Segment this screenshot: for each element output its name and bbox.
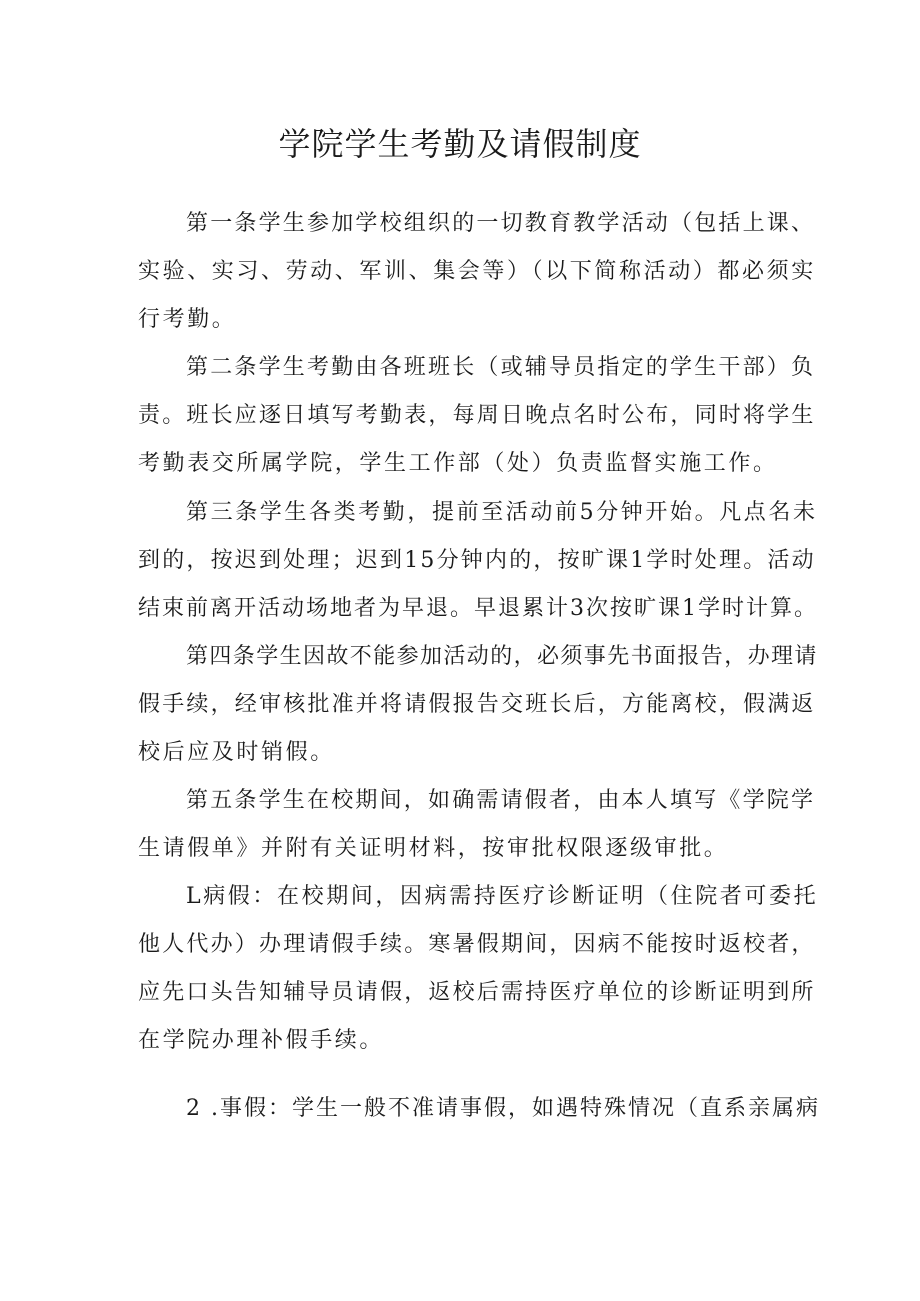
personal-leave-line-1: 2 .事假：学生一般不准请事假，如遇特殊情况（直系亲属病 xyxy=(186,1096,820,1121)
sick-leave-line-1: L病假：在校期间，因病需持医疗诊断证明（住院者可委托 xyxy=(186,884,819,909)
article-1-line-2: 实验、实习、劳动、军训、集会等）（以下简称活动）都必须实 xyxy=(138,259,816,284)
document-title: 学院学生考勤及请假制度 xyxy=(278,125,642,163)
article-3-line-2: 到的，按迟到处理；迟到15分钟内的，按旷课1学时处理。活动 xyxy=(138,548,816,573)
article-3-line-1: 第三条学生各类考勤，提前至活动前5分钟开始。凡点名未 xyxy=(186,500,818,525)
article-4-line-3: 校后应及时销假。 xyxy=(138,740,335,765)
article-3-line-3: 结束前离开活动场地者为早退。早退累计3次按旷课1学时计算。 xyxy=(138,596,818,621)
article-4-line-1: 第四条学生因故不能参加活动的，必须事先书面报告，办理请 xyxy=(186,644,818,669)
article-4-line-2: 假手续，经审核批准并将请假报告交班长后，方能离校，假满返 xyxy=(138,692,816,717)
article-2-line-3: 考勤表交所属学院，学生工作部（处）负责监督实施工作。 xyxy=(138,451,778,476)
article-1-line-1: 第一条学生参加学校组织的一切教育教学活动（包括上课、 xyxy=(186,211,816,236)
article-5-line-2: 生请假单》并附有关证明材料，按审批权限逐级审批。 xyxy=(138,836,729,861)
article-1-line-3: 行考勤。 xyxy=(138,307,237,332)
article-5-line-1: 第五条学生在校期间，如确需请假者，由本人填写《学院学 xyxy=(186,788,816,813)
sick-leave-line-2: 他人代办）办理请假手续。寒暑假期间，因病不能按时返校者， xyxy=(138,932,816,957)
article-2-line-2: 责。班长应逐日填写考勤表，每周日晚点名时公布，同时将学生 xyxy=(138,403,816,428)
sick-leave-line-4: 在学院办理补假手续。 xyxy=(138,1028,385,1053)
article-2-line-1: 第二条学生考勤由各班班长（或辅导员指定的学生干部）负 xyxy=(186,355,816,380)
sick-leave-line-3: 应先口头告知辅导员请假，返校后需持医疗单位的诊断证明到所 xyxy=(138,980,816,1005)
